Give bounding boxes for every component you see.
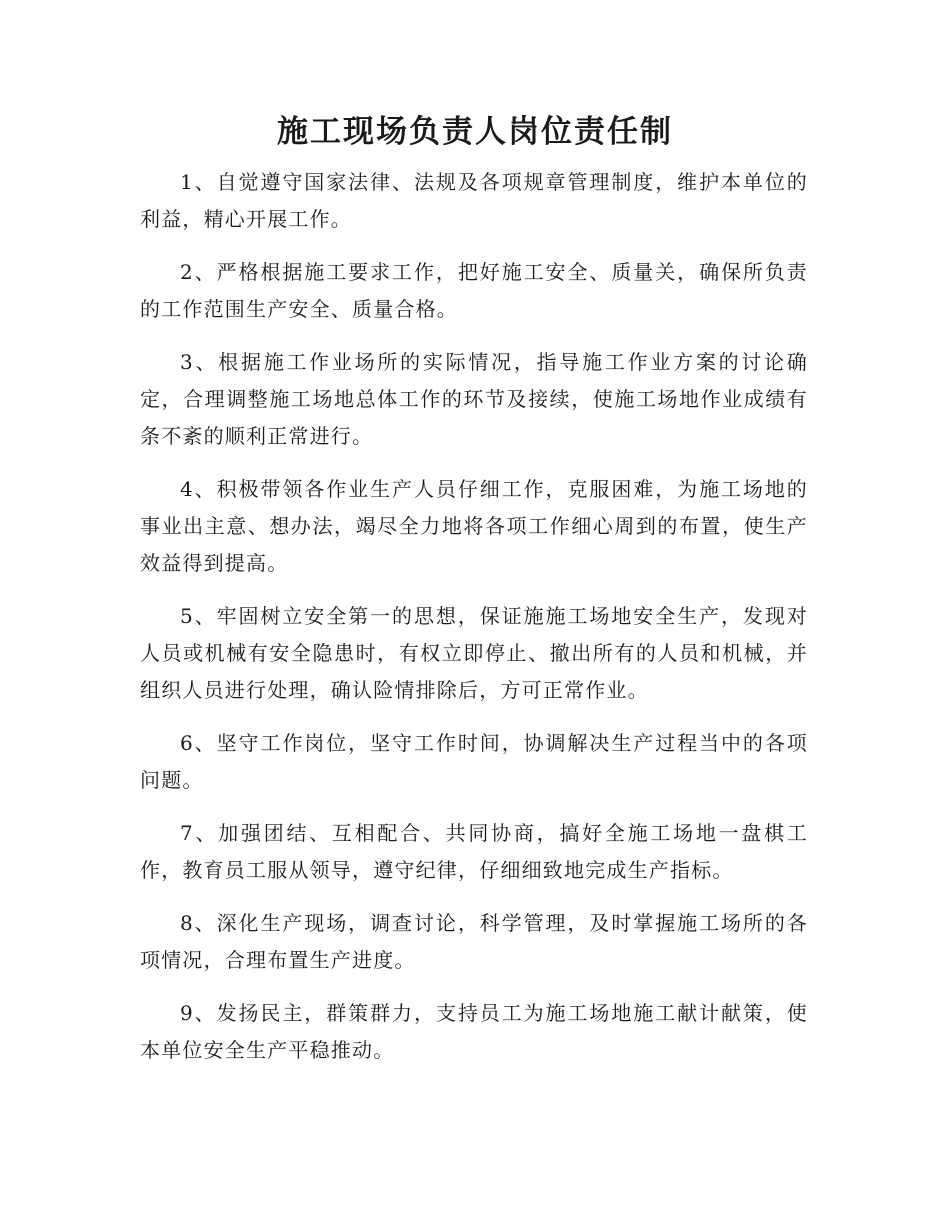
clause-3: 3、根据施工作业场所的实际情况，指导施工作业方案的讨论确定，合理调整施工场地总体工作的环节及接续，使施工场地作业成绩有条不紊的顺利正常进行。 xyxy=(140,350,808,448)
clause-8: 8、深化生产现场，调查讨论，科学管理，及时掌握施工场所的各项情况，合理布置生产进度。 xyxy=(140,911,808,972)
document-title: 施工现场负责人岗位责任制 xyxy=(277,114,673,150)
clause-list xyxy=(140,164,808,1085)
clause-6: 6、坚守工作岗位，坚守工作时间，协调解决生产过程当中的各项问题。 xyxy=(140,731,808,792)
clause-9: 9、发扬民主，群策群力，支持员工为施工场地施工献计献策，使本单位安全生产平稳推动。 xyxy=(140,1001,808,1062)
clause-4: 4、积极带领各作业生产人员仔细工作，克服困难，为施工场地的事业出主意、想办法，竭尽全力地将各项工作细心周到的布置，使生产效益得到提高。 xyxy=(140,477,808,575)
clause-1: 1、自觉遵守国家法律、法规及各项规章管理制度，维护本单位的利益，精心开展工作。 xyxy=(140,170,808,231)
clause-5: 5、牢固树立安全第一的思想，保证施施工场地安全生产，发现对人员或机械有安全隐患时，有权立即停止、撤出所有的人员和机械，并组织人员进行处理，确认险情排除后，方可正常作业。 xyxy=(140,604,808,702)
clause-2: 2、严格根据施工要求工作，把好施工安全、质量关，确保所负责的工作范围生产安全、质量合格。 xyxy=(140,260,808,321)
clause-7: 7、加强团结、互相配合、共同协商，搞好全施工场地一盘棋工作，教育员工服从领导，遵守纪律，仔细细致地完成生产指标。 xyxy=(140,821,808,882)
